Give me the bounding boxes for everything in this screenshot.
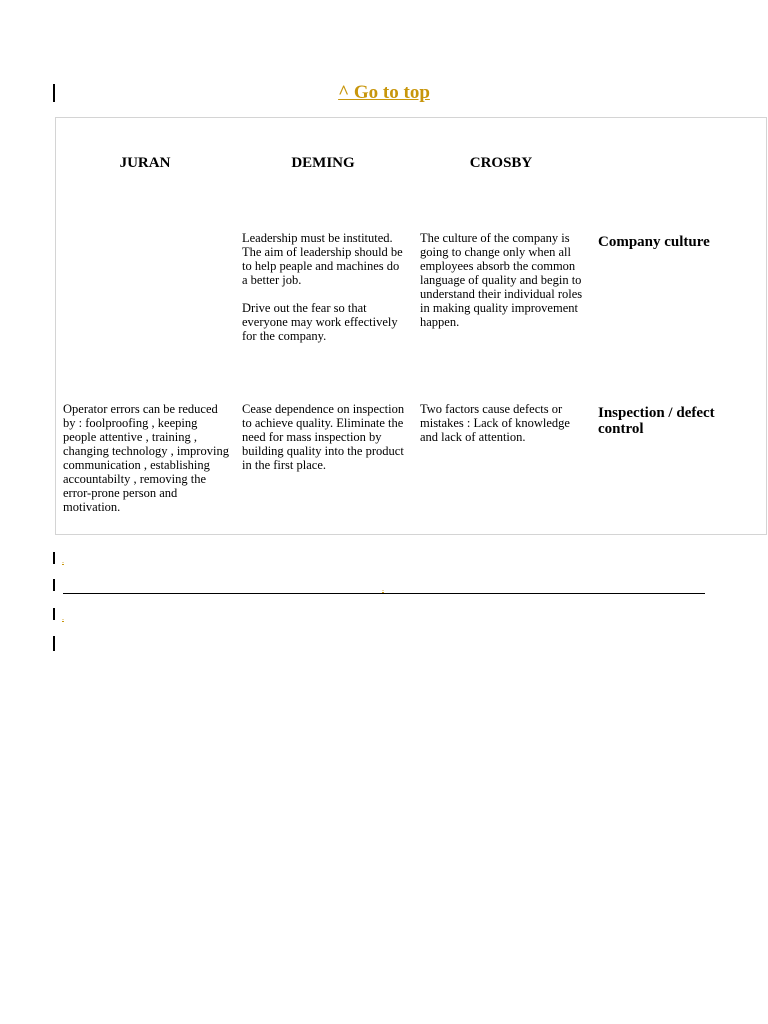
small-link[interactable]: . — [62, 613, 64, 622]
header-deming: DEMING — [291, 155, 355, 171]
margin-bar — [53, 636, 55, 651]
small-link[interactable]: . — [382, 584, 384, 593]
deming-culture-paragraph-2: Drive out the fear so that everyone may work effectively for the company. — [242, 301, 398, 343]
small-link[interactable]: . — [62, 556, 64, 565]
go-to-top-link[interactable]: ^ Go to top — [338, 82, 430, 103]
cell-deming-culture — [242, 231, 407, 357]
horizontal-rule — [63, 593, 705, 594]
go-to-top-row — [0, 80, 768, 106]
deming-culture-paragraph-1: Leadership must be instituted. The aim of leadership should be to help peaple and machines do a better job. — [242, 231, 403, 287]
row-label-company-culture: Company culture — [598, 234, 710, 250]
cell-crosby-culture: The culture of the company is going to change only when all employees absorb the common language of quality and begin to understand their individual roles in making quality improvement happen. — [420, 231, 583, 329]
margin-bar — [53, 552, 55, 564]
margin-bar — [53, 608, 55, 620]
header-crosby: CROSBY — [469, 155, 533, 171]
cell-crosby-inspection: Two factors cause defects or mistakes : Lack of knowledge and lack of attention. — [420, 402, 570, 444]
header-juran: JURAN — [119, 155, 171, 171]
row-label-inspection: Inspection / defect control — [598, 405, 715, 437]
cell-juran-inspection: Operator errors can be reduced by : foolproofing , keeping people attentive , training , changing technology , improving communication , establishing accountabilty , removing the error-prone person and motivation. — [63, 402, 229, 514]
cell-deming-inspection: Cease dependence on inspection to achieve quality. Eliminate the need for mass inspection by building quality into the product in the first place. — [242, 402, 405, 472]
margin-bar — [53, 579, 55, 591]
